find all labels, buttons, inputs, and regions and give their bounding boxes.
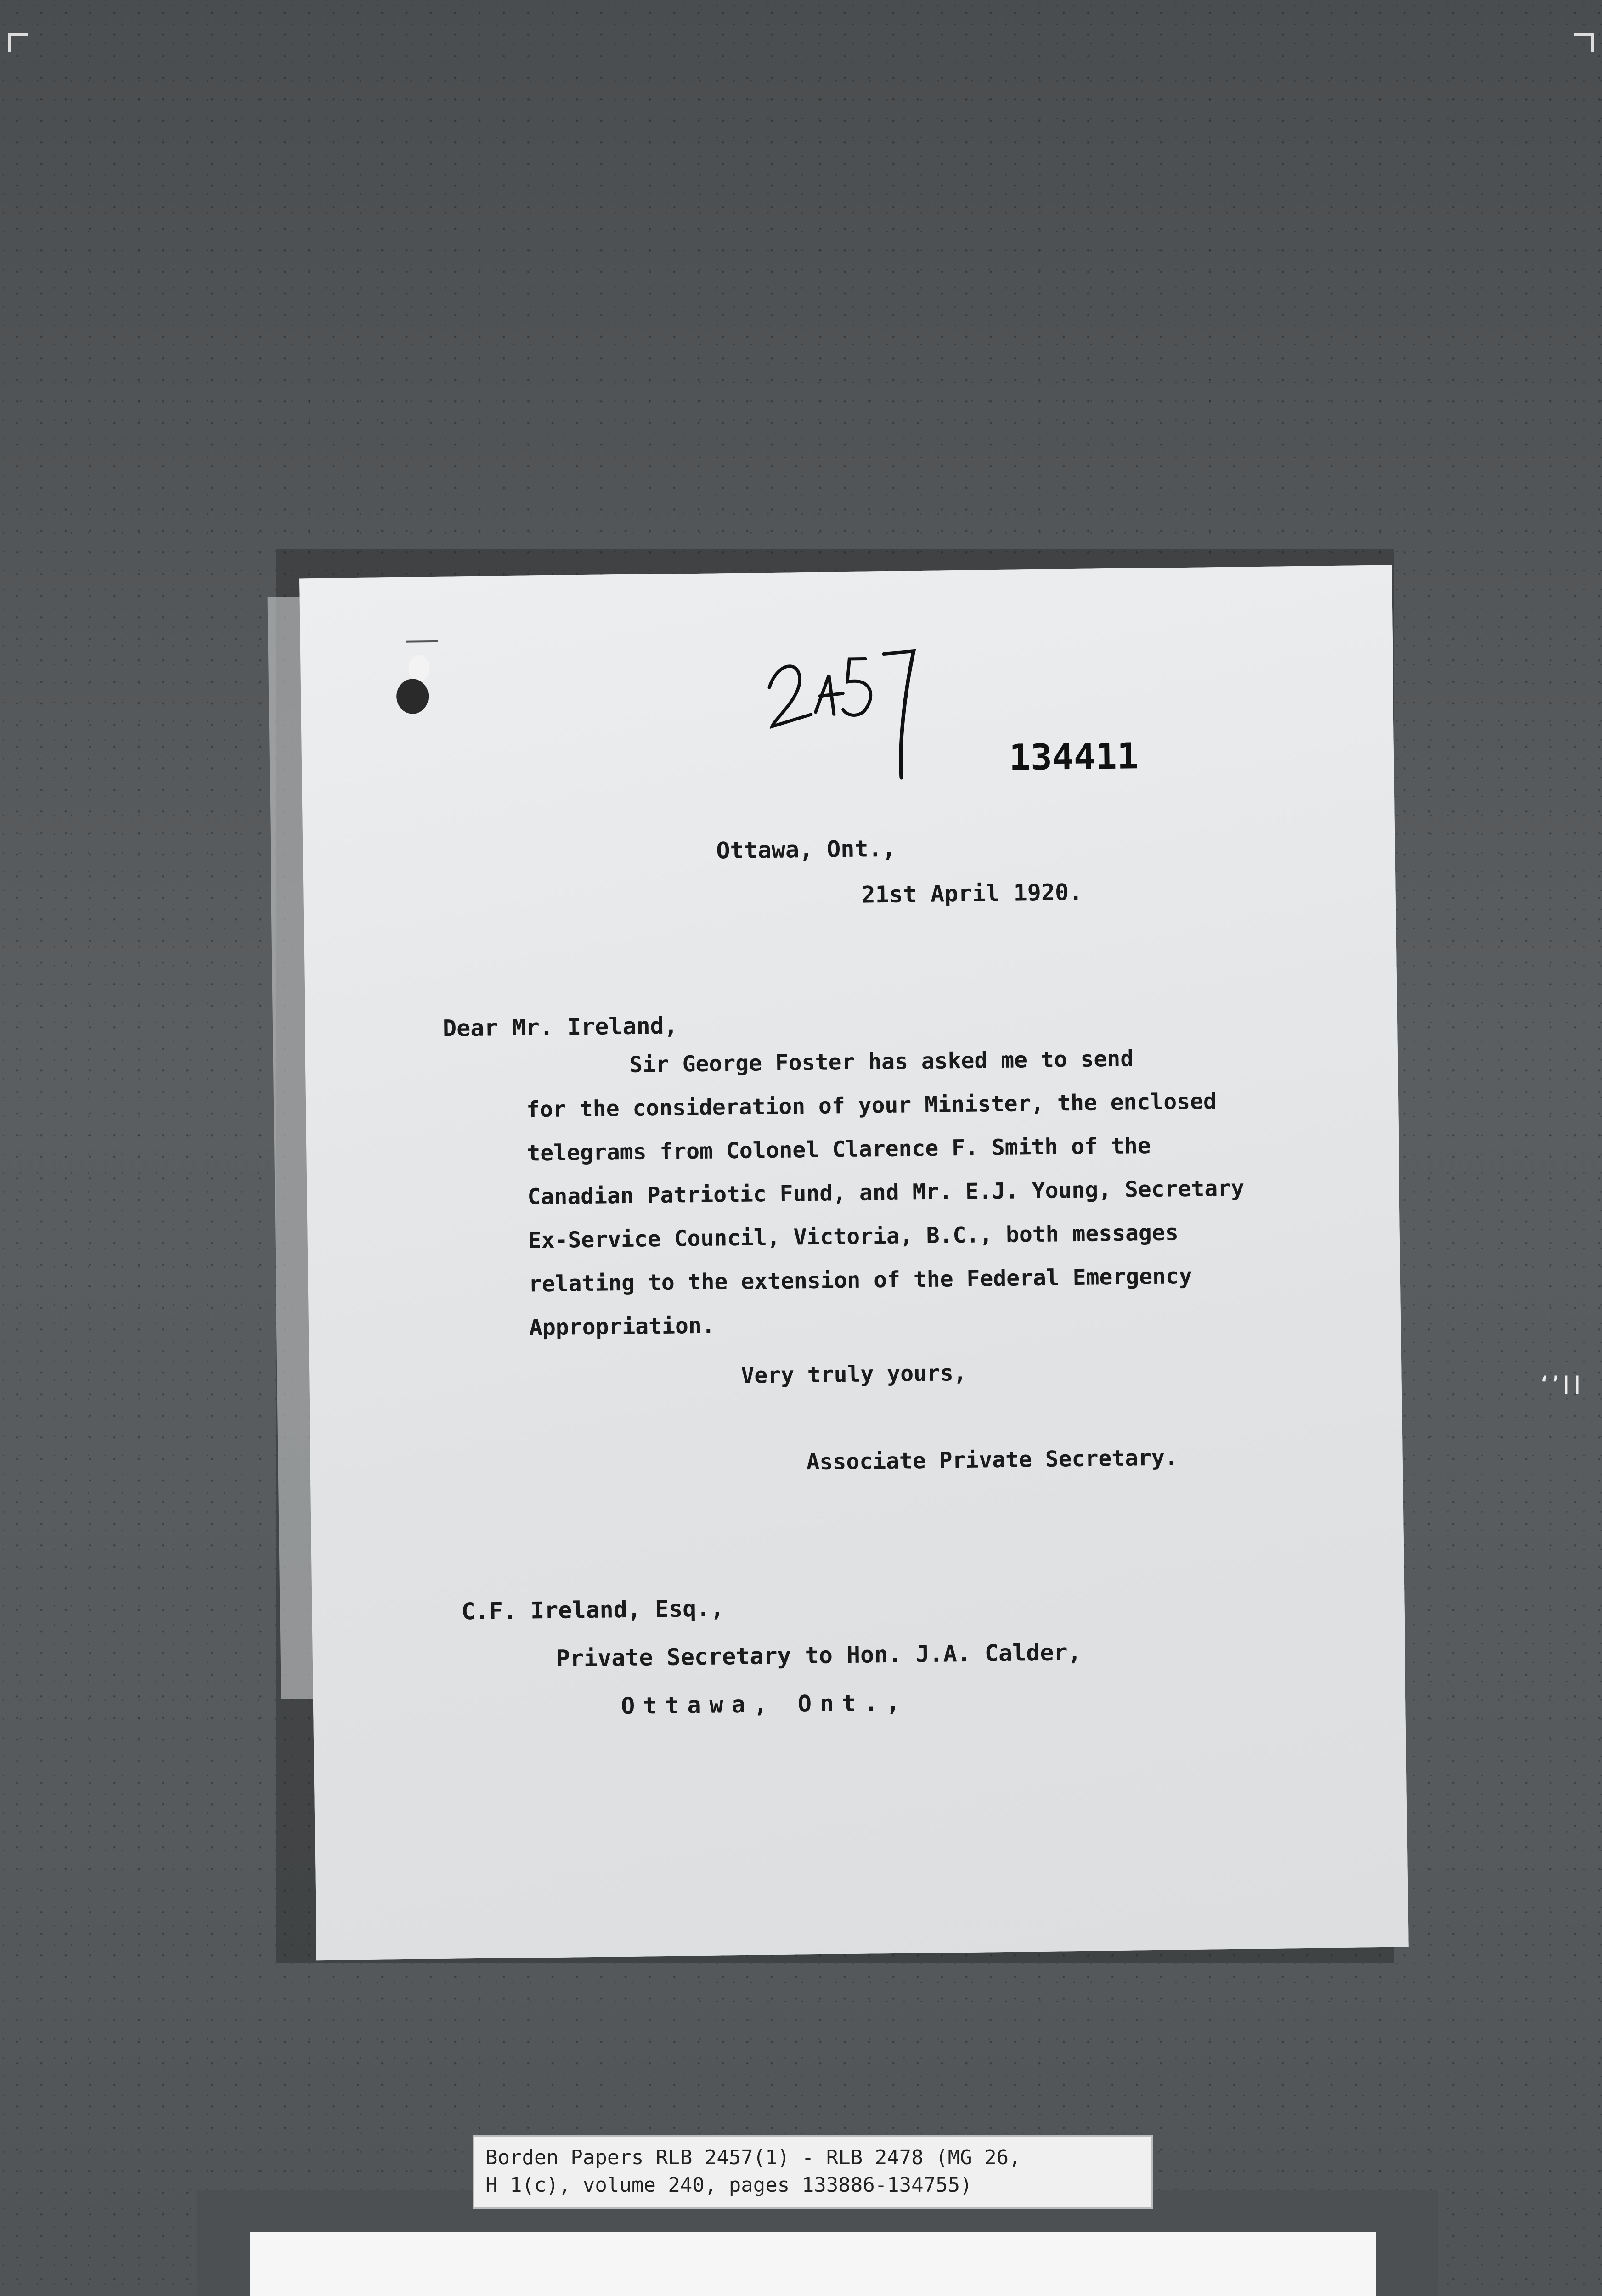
body-line: relating to the extension of the Federal Emergency [528,1263,1193,1297]
closing: Very truly yours, [741,1360,967,1389]
salutation: Dear Mr. Ireland, [442,1012,678,1042]
document-number: 134411 [1009,736,1139,779]
body-line: telegrams from Colonel Clarence F. Smith of the [527,1132,1151,1166]
body-line: Appropriation. [529,1312,715,1341]
reference-label [473,2135,1153,2209]
body-line: for the consideration of your Minister, the enclosed [526,1088,1217,1123]
letter-page [299,565,1409,1960]
punch-hole-dark [396,679,429,714]
body-line: Sir George Foster has asked me to send [629,1046,1134,1078]
reference-line-1: Borden Papers RLB 2457(1) - RLB 2478 (MG 26, [485,2146,1021,2169]
paper-edge [268,597,313,1699]
margin-mark: ‘’|| [1539,1373,1583,1394]
signature-title: Associate Private Secretary. [806,1445,1179,1475]
body-line: Canadian Patriotic Fund, and Mr. E.J. Young, Secretary [527,1175,1245,1210]
address-city: Ottawa, Ont., [620,1689,908,1720]
punch-hole-light [408,655,430,682]
letter-date: 21st April 1920. [861,878,1083,908]
corner-crop-mark-right [1574,33,1594,52]
address-title: Private Secretary to Hon. J.A. Calder, [556,1638,1082,1672]
punch-mark [406,640,438,643]
archives-card [250,2232,1376,2296]
corner-crop-mark-left [8,33,28,52]
address-name: C.F. Ireland, Esq., [461,1595,724,1625]
body-line: Ex-Service Council, Victoria, B.C., both messages [528,1220,1179,1254]
reference-line-2: H 1(c), volume 240, pages 133886-134755) [485,2173,972,2197]
letter-place: Ottawa, Ont., [716,835,897,864]
handwritten-file-number [759,625,977,803]
